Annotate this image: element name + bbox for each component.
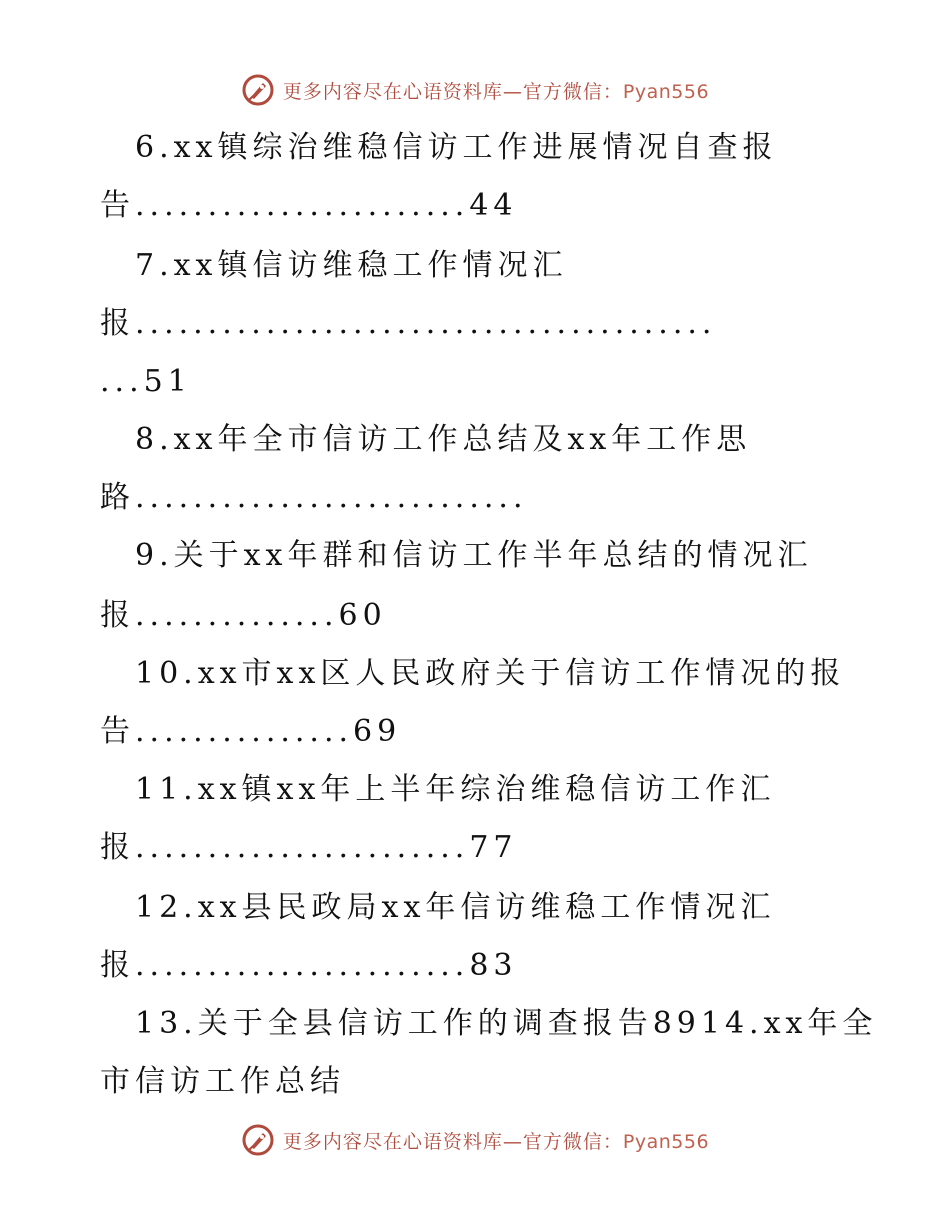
watermark-text: 更多内容尽在心语资料库—官方微信：Pyan556: [282, 80, 710, 103]
watermark-text: 更多内容尽在心语资料库—官方微信：Pyan556: [282, 1130, 710, 1153]
toc-entry-12: 12.xx县民政局xx年信访维稳工作情况汇: [135, 890, 776, 925]
footer-watermark: [0, 1120, 950, 1160]
toc-entry-9: 9.关于xx年群和信访工作半年总结的情况汇: [135, 538, 813, 573]
toc-entry-7-page: ...51: [100, 364, 192, 399]
toc-entry-7: 7.xx镇信访维稳工作情况汇: [135, 248, 568, 283]
toc-entry-8-leader: 路...........................: [100, 480, 528, 515]
toc-entry-11-page: 报.......................77: [100, 830, 518, 865]
toc-entry-13: 13.关于全县信访工作的调查报告8914.xx年全: [135, 1006, 878, 1041]
toc-entry-7-leader: 报........................................: [100, 306, 717, 341]
toc-entry-6: 6.xx镇综治维稳信访工作进展情况自查报: [135, 130, 778, 165]
pen-nib-circle-icon: [241, 1123, 275, 1157]
toc-entry-11: 11.xx镇xx年上半年综治维稳信访工作汇: [135, 772, 776, 807]
toc-entry-6-page: 告.......................44: [100, 188, 518, 223]
toc-entry-10: 10.xx市xx区人民政府关于信访工作情况的报: [135, 656, 846, 691]
toc-entry-10-page: 告...............69: [100, 714, 402, 749]
toc-entry-9-page: 报..............60: [100, 598, 387, 633]
toc-entry-12-page: 报.......................83: [100, 948, 518, 983]
toc-entry-8: 8.xx年全市信访工作总结及xx年工作思: [135, 422, 752, 457]
toc-entry-14-continued: 市信访工作总结: [100, 1064, 345, 1099]
